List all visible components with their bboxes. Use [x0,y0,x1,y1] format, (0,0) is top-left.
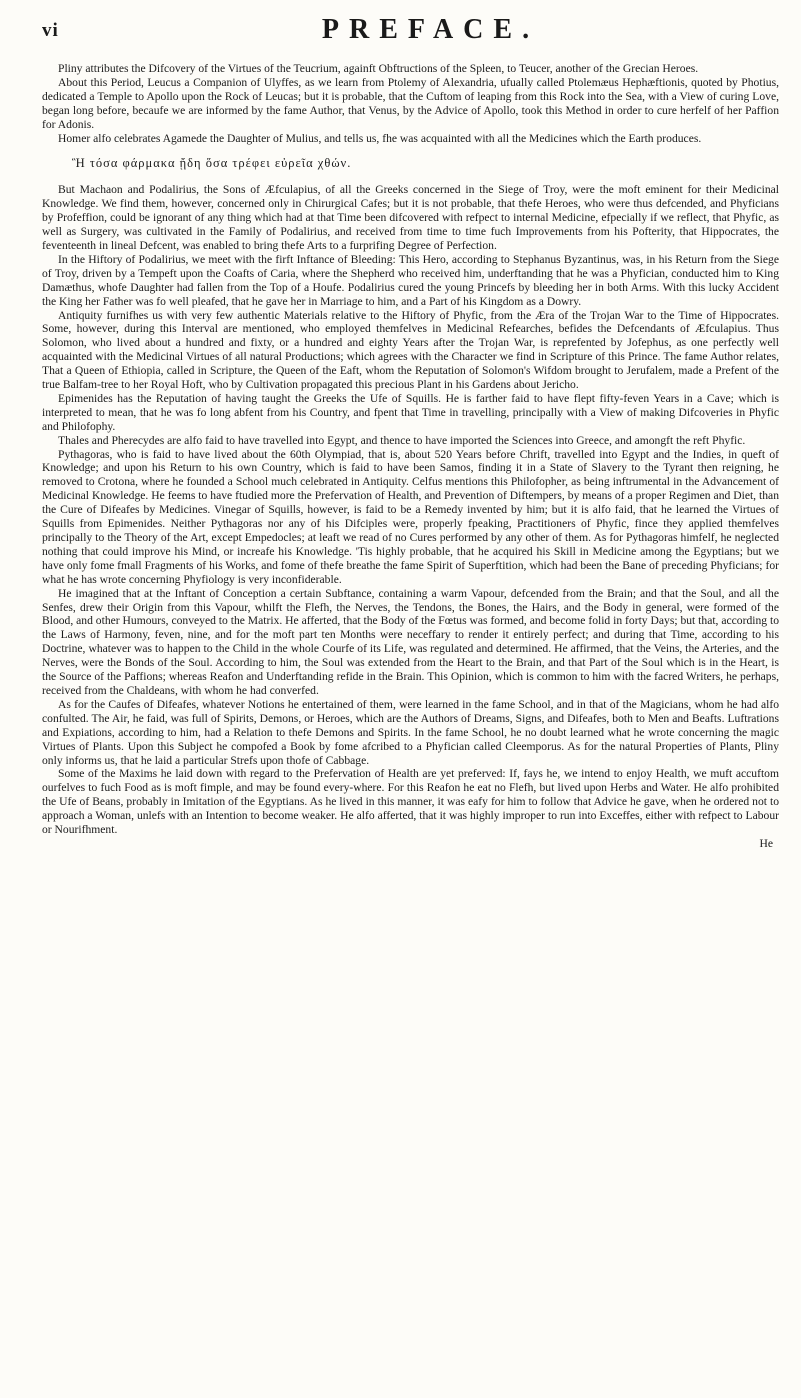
greek-quotation: Ἣ τόσα φάρμακα ᾔδη ὅσα τρέφει εὐρεῖα χθών. [72,156,352,171]
body-text [42,62,779,837]
paragraph-podalirius: In the Hiftory of Podalirius, we meet with the firft Inftance of Bleeding: This Hero, according to Stephanus Byzantinus, was, in his Return from the Siege of Troy, driven by a Tempeft upon the Coafts of Caria, where the Shepherd who received him, underftanding that he was a Phyfician, conducted him to King Damæthus, whofe Daughter had fallen from the Top of a Houfe. Podalirius cured the young Princefs by bleeding her in both Arms. With this lucky Accident the King her Father was fo well pleafed, that he gave her in Marriage to him, and a Part of his Kingdom as a Dowry. [42,252,779,308]
paragraph-causes: As for the Caufes of Difeafes, whatever Notions he entertained of them, were learned in the fame School, and in that of the Magicians, whom he had alfo confulted. The Air, he faid, was full of Spirits, Demons, or Heroes, which are the Authors of Dreams, Signs, and Difeafes, both to Men and Beafts. Luftrations and Expiations, according to him, had a Relation to thefe Demons and Spirits. In the fame School, he no doubt learned what he wrote concerning the magic Virtues of Plants. Upon this Subject he compofed a Book by fome afcribed to a Phyfician called Cleemporus. As for the natural Properties of Plants, Pliny only informs us, that he laid a particular Strefs upon thofe of Cabbage. [42,697,779,767]
paragraph-machaon: But Machaon and Podalirius, the Sons of Æfculapius, of all the Greeks concerned in the Siege of Troy, were the moft eminent for their Medicinal Knowledge. We find them, however, concerned only in Chirurgical Cafes; but it is not probable, that thefe Heroes, who were thus defcended, and Phyficians by Profeffion, could be ignorant of any thing which had at that Time been difcovered with refpect to internal Medicine, efpecially if we reflect, that Phyfic, as well as Surgery, was cultivated in the Family of Podalirius, and received from time to time fuch Improvements from his Pofterity, that Hippocrates, the feventeenth in lineal Defcent, was enabled to bring thefe Arts to a furprifing Degree of Perfection. [42,183,779,252]
catchword: He [759,836,773,850]
page-number: vi [42,20,59,41]
paragraph-antiquity: Antiquity furnifhes us with very few authentic Materials relative to the Hiftory of Phyfic, from the Æra of the Trojan War to the Time of Hippocrates. Some, however, during this Interval are mentioned, who employed themfelves in Medicinal Refearches, befides the Defcendants of Æfculapius. Thus Solomon, who lived about a hundred and fixty, or a hundred and eighty Years after the Trojan War, is reprefented by Jofephus, as one perfectly well acquainted with the Medicinal Virtues of all natural Productions; which agrees with the Character we find in Scripture of this Prince. The fame Author relates, That a Queen of Ethiopia, called in Scripture, the Queen of the Eaft, whom the Reputation of Solomon's Wifdom brought to Jerufalem, made a Prefent of the true Balfam-tree to her Royal Hoft, who by Cultivation propagated this precious Plant in his Gardens about Jericho. [42,308,779,392]
paragraph-thales: Thales and Pherecydes are alfo faid to have travelled into Egypt, and thence to have imported the Sciences into Greece, and amongft the reft Phyfic. [58,433,746,447]
paragraph-conception: He imagined that at the Inftant of Conception a certain Subftance, containing a warm Vapour, defcended from the Brain; and that the Soul, and all the Senfes, drew their Origin from this Vapour, whilft the Flefh, the Nerves, the Tendons, the Bones, the Hairs, and the Body in general, were formed of the Blood, and other Humours, conveyed to the Matrix. He afferted, that the Body of the Fœtus was formed, and become folid in forty Days; but that, according to the Laws of Harmony, feven, nine, and for the moft part ten Months were neceffary to render it entirely perfect; and during that Time, according to his Doctrine, whatever was to happen to the Child in the whole Courfe of its Life, was regulated and determined. He affirmed, that the Veins, the Arteries, and the Nerves, were the Bonds of the Soul. According to him, the Soul was extended from the Heart to the Brain, and that Part of the Soul which is in the Heart, is the Source of the Paffions; whereas Reafon and Underftanding refide in the Brain. This Opinion, which is common to him with the facred Writers, he perhaps, received from the Chaldeans, with whom he had converfed. [42,586,779,697]
paragraph-agamede: Homer alfo celebrates Agamede the Daughter of Mulius, and tells us, fhe was acquainted with all the Medicines which the Earth produces. [58,131,702,145]
paragraph-pythagoras: Pythagoras, who is faid to have lived about the 60th Olympiad, that is, about 520 Years before Chrift, travelled into Egypt and the Indies, in queft of Knowledge; and upon his Return to his own Country, which is faid to have been Samos, finding it in a State of Slavery to the Tyrant then reigning, he removed to Crotona, where he founded a School much celebrated in Antiquity. Celfus mentions this Philofopher, as being inftrumental in the Advancement of Medicinal Knowledge. He feems to have ftudied more the Prefervation of Health, and Prevention of Diftempers, by means of a proper Regimen and Diet, than the Cure of Difeafes by Medicines. Vinegar of Squills, however, is faid to be a Remedy invented by him; but it is alfo faid, that he learned the Virtues of Squills from Epimenides. Neither Pythagoras nor any of his Difciples were, properly fpeaking, Practitioners of Phyfic, fince they applied themfelves principally to the Theory of the Art, except Empedocles; at leaft we read of no Cures performed by any other of them. As for Pythagoras himfelf, he neglected nothing that could improve his Mind, or increafe his Knowledge. 'Tis highly probable, that he acquired his Skill in Medicine among the Egyptians; but we have only fome fmall Fragments of his Works, and fome of thefe breathe the fame Spirit of Superftition, which had been the Bane of preceding Phyficians; for what he has wrote concerning Phyfiology is very inconfiderable. [42,447,779,586]
running-title: PREFACE. [321,14,540,45]
paragraph-teucrium: Pliny attributes the Difcovery of the Virtues of the Teucrium, againft Obftructions of the Spleen, to Teucer, another of the Grecian Heroes. [58,62,699,75]
paragraph-maxims: Some of the Maxims he laid down with regard to the Prefervation of Health are yet preferved: If, fays he, we intend to enjoy Health, we muft accuftom ourfelves to fuch Food as is moft fimple, and may be found every-where. For this Reafon he eat no Flefh, but lived upon Herbs and Water. He alfo prohibited the Ufe of Beans, probably in Imitation of the Egyptians. As he lived in this manner, it was eafy for him to follow that Advice he gave, when he ordered not to approach a Woman, unlefs with an Intention to become weaker. He alfo afferted, that it was highly improper to run into Exceffes, either with refpect to Labour or Nourifhment. [42,767,779,837]
paragraph-epimenides: Epimenides has the Reputation of having taught the Greeks the Ufe of Squills. He is farther faid to have flept fifty-feven Years in a Cave; which is interpreted to mean, that he was fo long abfent from his Country, and fpent that Time in travelling, principally with a View of making Difcoveries in Phyfic and Philofophy. [42,391,779,433]
page-header [42,14,779,62]
paragraph-leucus: About this Period, Leucus a Companion of Ulyffes, as we learn from Ptolemy of Alexandria, ufually called Ptolemæus Hephæftionis, quoted by Photius, dedicated a Temple to Apollo upon the Rock of Leucas; but it is probable, that the Cuftom of leaping from this Rock into the Sea, with a View of curing Love, began long before, becaufe we are informed by the fame Author, that Venus, by the Advice of Apollo, took this Method in order to cure herfelf of her Paffion for Adonis. [42,75,779,131]
